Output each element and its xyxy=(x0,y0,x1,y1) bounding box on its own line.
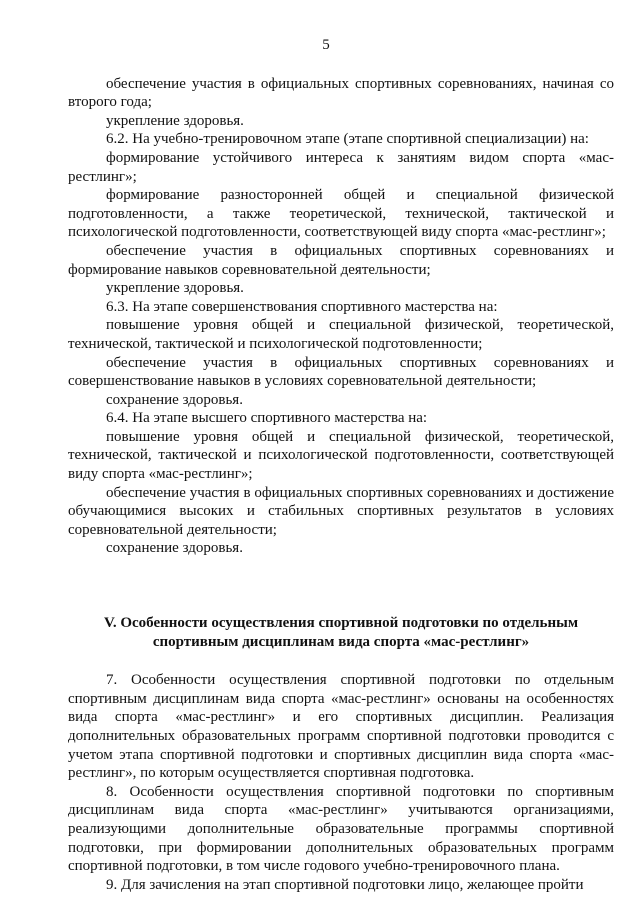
paragraph: сохранение здоровья. xyxy=(106,540,243,557)
paragraph: сохранение здоровья. xyxy=(106,391,243,408)
paragraph: обеспечение участия в официальных спортивных соревнованиях и достижение обучающимися высоких и стабильных спортивных результатов в условиях соревновательной деятельности; xyxy=(68,484,614,538)
paragraph: 7. Особенности осуществления спортивной подготовки по отдельным спортивным дисциплинам вида спорта «мас-рестлинг» основаны на особенностях вида спорта «мас-рестлинг» и его спортивных дисциплин. Реализация дополнительных образовательных программ спортивной подготовки проводится с учетом этапа спортивной подготовки и спортивных дисциплин вида спорта «мас-рестлинг», по которым осуществляется спортивная подготовка. xyxy=(68,672,614,782)
paragraph: формирование устойчивого интереса к занятиям видом спорта «мас-рестлинг»; xyxy=(68,149,614,185)
paragraph: формирование разносторонней общей и специальной физической подготовленности, а также теоретической, технической, тактической и психологической подготовленности, соответствующей виду спорта «мас-рестлинг»; xyxy=(68,187,614,241)
paragraph: повышение уровня общей и специальной физической, теоретической, технической, тактической и психологической подготовленности; xyxy=(68,317,614,352)
paragraph: обеспечение участия в официальных спортивных соревнованиях и совершенствование навыков в условиях соревновательной деятельности; xyxy=(68,354,614,390)
paragraph: укрепление здоровья. xyxy=(106,280,244,297)
paragraph: 6.2. На учебно-тренировочном этапе (этапе спортивной специализации) на: xyxy=(106,131,589,148)
paragraph: 6.4. На этапе высшего спортивного мастерства на: xyxy=(106,410,428,427)
paragraph: 6.3. На этапе совершенствования спортивного мастерства на: xyxy=(106,298,498,315)
paragraph: повышение уровня общей и специальной физической, теоретической, технической, тактической и психологической подготовленности, соответствующей виду спорта «мас-рестлинг»; xyxy=(68,428,614,483)
paragraph: обеспечение участия в официальных спортивных соревнованиях и формирование навыков соревновательной деятельности; xyxy=(68,242,614,278)
paragraph: укрепление здоровья. xyxy=(106,112,244,129)
paragraph: 9. Для зачисления на этап спортивной подготовки лицо, желающее пройти xyxy=(106,876,584,893)
paragraph: 8. Особенности осуществления спортивной подготовки по спортивным дисциплинам вида спорта «мас-рестлинг» учитываются организациями, реализующими дополнительные образовательные программы спортивной подготовки, при формировании дополнительных образовательных программ спортивной подготовки, в том числе годового учебно-тренировочного плана. xyxy=(68,783,614,875)
paragraph: обеспечение участия в официальных спортивных соревнованиях, начиная со второго года; xyxy=(68,75,614,111)
page-number: 5 xyxy=(322,37,330,53)
section-heading: V. Особенности осуществления спортивной подготовки по отдельным спортивным дисциплинам вида спорта «мас-рестлинг» xyxy=(103,615,579,650)
